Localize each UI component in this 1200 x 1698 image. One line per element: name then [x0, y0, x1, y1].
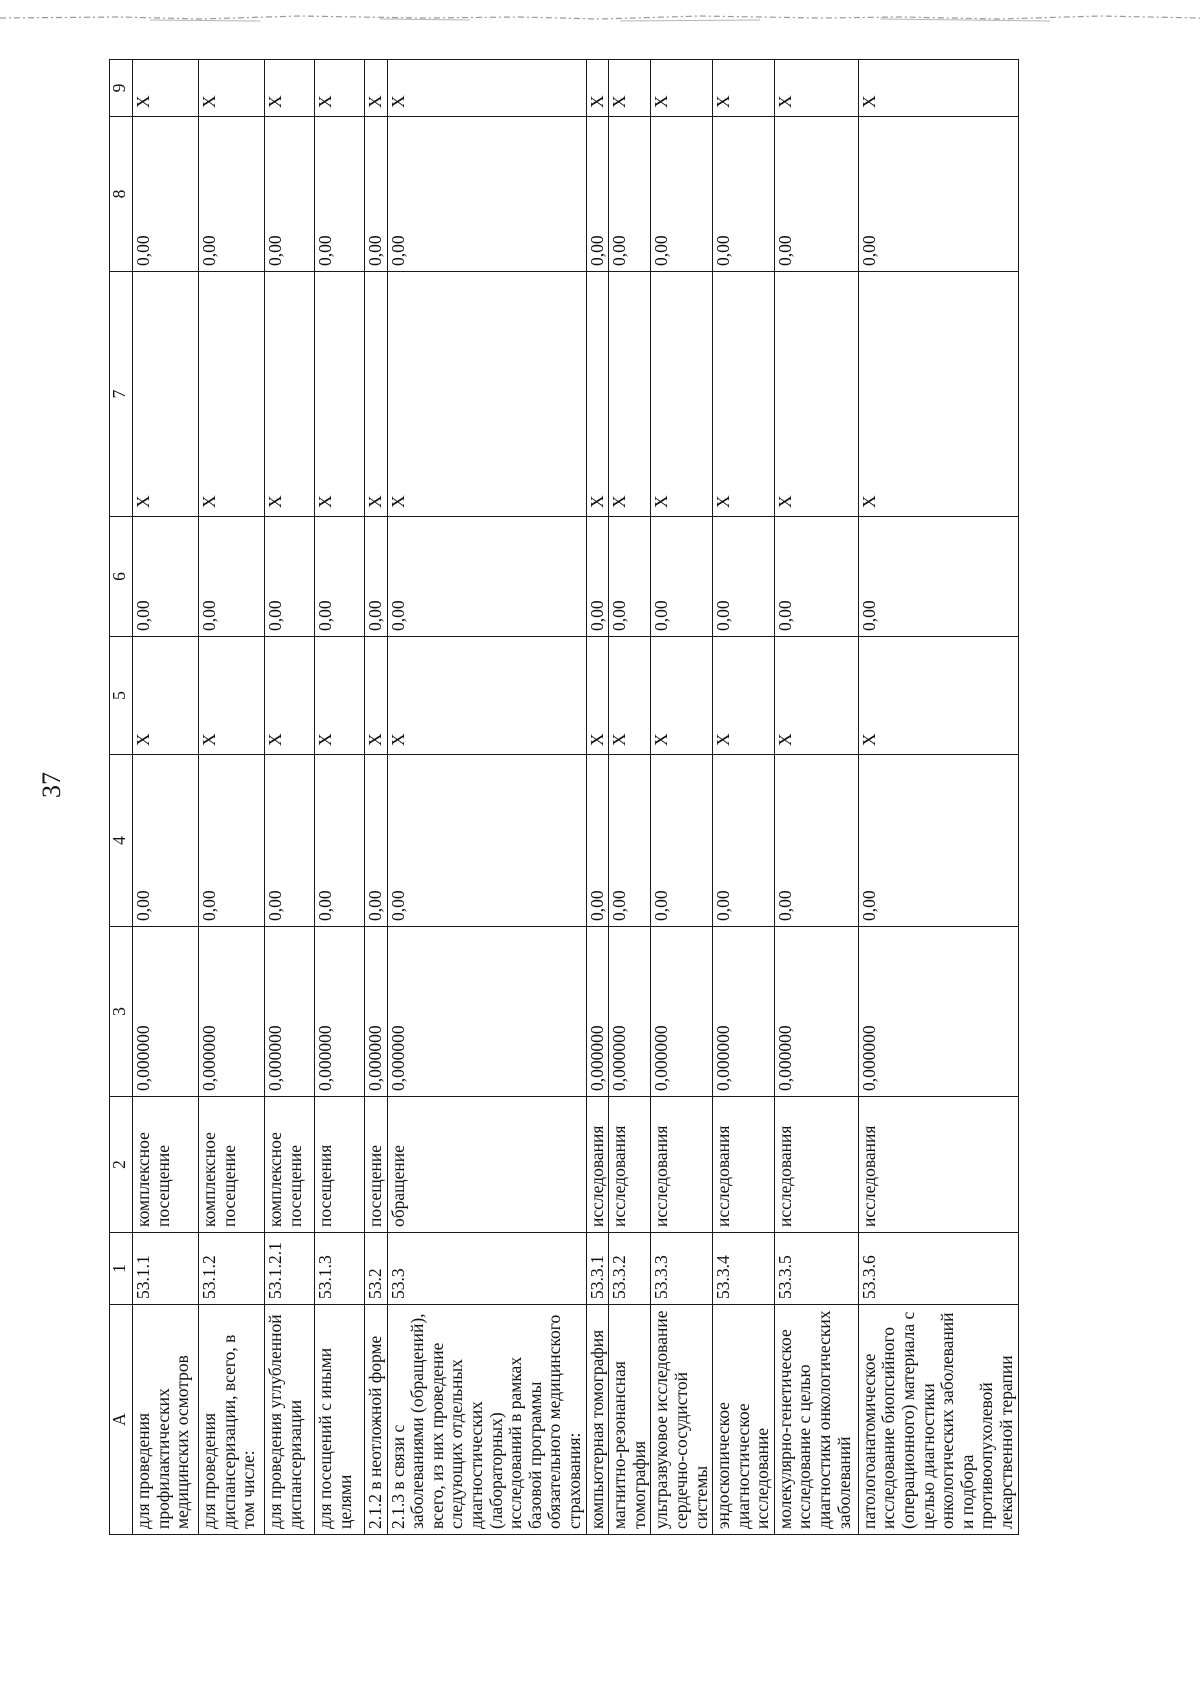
row-value-cell: 0,00	[609, 117, 651, 272]
row-name-cell: 2.1.2 в неотложной форме	[365, 1305, 388, 1535]
table-row	[133, 60, 199, 1535]
row-value-cell: 0,00	[387, 117, 586, 272]
row-value-cell: 0,00	[713, 755, 775, 927]
row-mark-cell: X	[133, 60, 199, 117]
row-unit-cell: комплексное посещение	[199, 1097, 265, 1233]
row-unit-cell: обращение	[387, 1097, 586, 1233]
row-code-cell: 53.3.4	[713, 1233, 775, 1305]
row-unit-cell: посещение	[365, 1097, 388, 1233]
column-header: 1	[110, 1233, 133, 1305]
table-row	[265, 60, 315, 1535]
row-code-cell: 53.3	[387, 1233, 586, 1305]
column-header: 6	[110, 517, 133, 637]
row-mark-cell: X	[199, 637, 265, 755]
row-value-cell: 0,00	[315, 517, 365, 637]
row-mark-cell: X	[774, 272, 858, 517]
row-mark-cell: X	[858, 637, 1018, 755]
row-name-cell: 2.1.3 в связи с заболеваниями (обращений), всего, из них проведение следующих отдельных диагностических (лабораторных) исследований в рамках базовой программы обязательного медицинского страхования:	[387, 1305, 586, 1535]
row-value-cell: 0,00	[774, 117, 858, 272]
row-value-cell: 0,00	[609, 755, 651, 927]
row-value-cell: 0,000000	[713, 927, 775, 1097]
row-value-cell: 0,00	[199, 517, 265, 637]
column-header: 4	[110, 755, 133, 927]
row-name-cell: магнитно-резонансная томография	[609, 1305, 651, 1535]
row-value-cell: 0,00	[265, 517, 315, 637]
row-value-cell: 0,00	[586, 117, 609, 272]
row-mark-cell: X	[133, 637, 199, 755]
row-value-cell: 0,00	[858, 755, 1018, 927]
row-name-cell: ультразвуковое исследование сердечно-сосудистой системы	[651, 1305, 713, 1535]
row-mark-cell: X	[315, 272, 365, 517]
row-value-cell: 0,00	[133, 117, 199, 272]
row-value-cell: 0,00	[858, 517, 1018, 637]
row-name-cell: для посещений с иными целями	[315, 1305, 365, 1535]
row-mark-cell: X	[586, 60, 609, 117]
row-name-cell: для проведения диспансеризации, всего, в том числе:	[199, 1305, 265, 1535]
table-row	[586, 60, 609, 1535]
row-value-cell: 0,00	[586, 517, 609, 637]
row-mark-cell: X	[265, 272, 315, 517]
row-unit-cell: исследования	[586, 1097, 609, 1233]
row-mark-cell: X	[858, 60, 1018, 117]
row-mark-cell: X	[713, 60, 775, 117]
row-value-cell: 0,00	[315, 755, 365, 927]
row-code-cell: 53.1.2	[199, 1233, 265, 1305]
column-header: 5	[110, 637, 133, 755]
page-number: 37	[37, 772, 66, 798]
row-value-cell: 0,000000	[387, 927, 586, 1097]
row-code-cell: 53.3.3	[651, 1233, 713, 1305]
scan-edge-artifact	[0, 0, 1200, 40]
row-value-cell: 0,000000	[586, 927, 609, 1097]
row-name-cell: для проведения профилактических медицинских осмотров	[133, 1305, 199, 1535]
table-row	[365, 60, 388, 1535]
row-mark-cell: X	[713, 272, 775, 517]
table-row	[609, 60, 651, 1535]
row-value-cell: 0,00	[387, 755, 586, 927]
row-value-cell: 0,000000	[315, 927, 365, 1097]
row-unit-cell: посещения	[315, 1097, 365, 1233]
row-mark-cell: X	[774, 60, 858, 117]
row-value-cell: 0,00	[265, 117, 315, 272]
row-code-cell: 53.3.2	[609, 1233, 651, 1305]
row-code-cell: 53.3.6	[858, 1233, 1018, 1305]
row-unit-cell: исследования	[713, 1097, 775, 1233]
column-header: 9	[110, 60, 133, 117]
row-mark-cell: X	[199, 60, 265, 117]
row-mark-cell: X	[265, 637, 315, 755]
column-header: 2	[110, 1097, 133, 1233]
row-value-cell: 0,000000	[199, 927, 265, 1097]
row-mark-cell: X	[365, 637, 388, 755]
row-code-cell: 53.1.3	[315, 1233, 365, 1305]
row-unit-cell: комплексное посещение	[265, 1097, 315, 1233]
row-mark-cell: X	[609, 272, 651, 517]
row-mark-cell: X	[387, 272, 586, 517]
row-name-cell: для проведения углубленной диспансеризации	[265, 1305, 315, 1535]
row-value-cell: 0,00	[199, 117, 265, 272]
row-value-cell: 0,00	[651, 117, 713, 272]
row-name-cell: компьютерная томография	[586, 1305, 609, 1535]
row-mark-cell: X	[199, 272, 265, 517]
row-mark-cell: X	[651, 272, 713, 517]
column-header: 7	[110, 272, 133, 517]
row-value-cell: 0,00	[713, 517, 775, 637]
column-header: 3	[110, 927, 133, 1097]
row-mark-cell: X	[586, 637, 609, 755]
row-value-cell: 0,00	[133, 755, 199, 927]
row-value-cell: 0,00	[609, 517, 651, 637]
row-value-cell: 0,000000	[609, 927, 651, 1097]
row-value-cell: 0,00	[365, 755, 388, 927]
table-row	[387, 60, 586, 1535]
row-mark-cell: X	[315, 637, 365, 755]
row-mark-cell: X	[651, 60, 713, 117]
row-mark-cell: X	[133, 272, 199, 517]
row-value-cell: 0,00	[315, 117, 365, 272]
row-value-cell: 0,00	[774, 517, 858, 637]
table-row	[199, 60, 265, 1535]
row-mark-cell: X	[713, 637, 775, 755]
row-mark-cell: X	[387, 60, 586, 117]
row-value-cell: 0,00	[651, 755, 713, 927]
row-mark-cell: X	[365, 272, 388, 517]
row-unit-cell: исследования	[858, 1097, 1018, 1233]
column-header: 8	[110, 117, 133, 272]
row-value-cell: 0,000000	[651, 927, 713, 1097]
row-name-cell: молекулярно-генетическое исследование с целью диагностики онкологических заболеваний	[774, 1305, 858, 1535]
row-value-cell: 0,00	[651, 517, 713, 637]
row-mark-cell: X	[365, 60, 388, 117]
row-value-cell: 0,00	[365, 517, 388, 637]
row-value-cell: 0,00	[133, 517, 199, 637]
row-value-cell: 0,000000	[133, 927, 199, 1097]
table-row	[858, 60, 1018, 1535]
row-unit-cell: исследования	[651, 1097, 713, 1233]
row-code-cell: 53.1.1	[133, 1233, 199, 1305]
row-mark-cell: X	[609, 60, 651, 117]
row-value-cell: 0,000000	[774, 927, 858, 1097]
row-code-cell: 53.3.5	[774, 1233, 858, 1305]
row-mark-cell: X	[265, 60, 315, 117]
row-value-cell: 0,00	[774, 755, 858, 927]
row-value-cell: 0,00	[858, 117, 1018, 272]
row-value-cell: 0,00	[586, 755, 609, 927]
row-mark-cell: X	[774, 637, 858, 755]
row-unit-cell: исследования	[774, 1097, 858, 1233]
row-value-cell: 0,000000	[365, 927, 388, 1097]
row-unit-cell: исследования	[609, 1097, 651, 1233]
row-unit-cell: комплексное посещение	[133, 1097, 199, 1233]
table-row	[315, 60, 365, 1535]
row-mark-cell: X	[387, 637, 586, 755]
row-mark-cell: X	[609, 637, 651, 755]
row-mark-cell: X	[315, 60, 365, 117]
row-value-cell: 0,000000	[858, 927, 1018, 1097]
data-table	[109, 59, 1019, 1535]
table-row	[651, 60, 713, 1535]
row-value-cell: 0,00	[387, 517, 586, 637]
row-value-cell: 0,000000	[265, 927, 315, 1097]
row-value-cell: 0,00	[199, 755, 265, 927]
data-table-container	[109, 60, 1059, 1535]
row-value-cell: 0,00	[713, 117, 775, 272]
row-value-cell: 0,00	[265, 755, 315, 927]
column-header: A	[110, 1305, 133, 1535]
header-row	[110, 60, 133, 1535]
row-code-cell: 53.2	[365, 1233, 388, 1305]
row-code-cell: 53.3.1	[586, 1233, 609, 1305]
row-value-cell: 0,00	[365, 117, 388, 272]
row-code-cell: 53.1.2.1	[265, 1233, 315, 1305]
row-mark-cell: X	[586, 272, 609, 517]
table-row	[713, 60, 775, 1535]
row-name-cell: эндоскопическое диагностическое исследование	[713, 1305, 775, 1535]
row-mark-cell: X	[651, 637, 713, 755]
row-mark-cell: X	[858, 272, 1018, 517]
table-row	[774, 60, 858, 1535]
row-name-cell: патологоанатомическое исследование биопсийного (операционного) материала с целью диагностики онкологических заболеваний и подбора противоопухолевой лекарственной терапии	[858, 1305, 1018, 1535]
